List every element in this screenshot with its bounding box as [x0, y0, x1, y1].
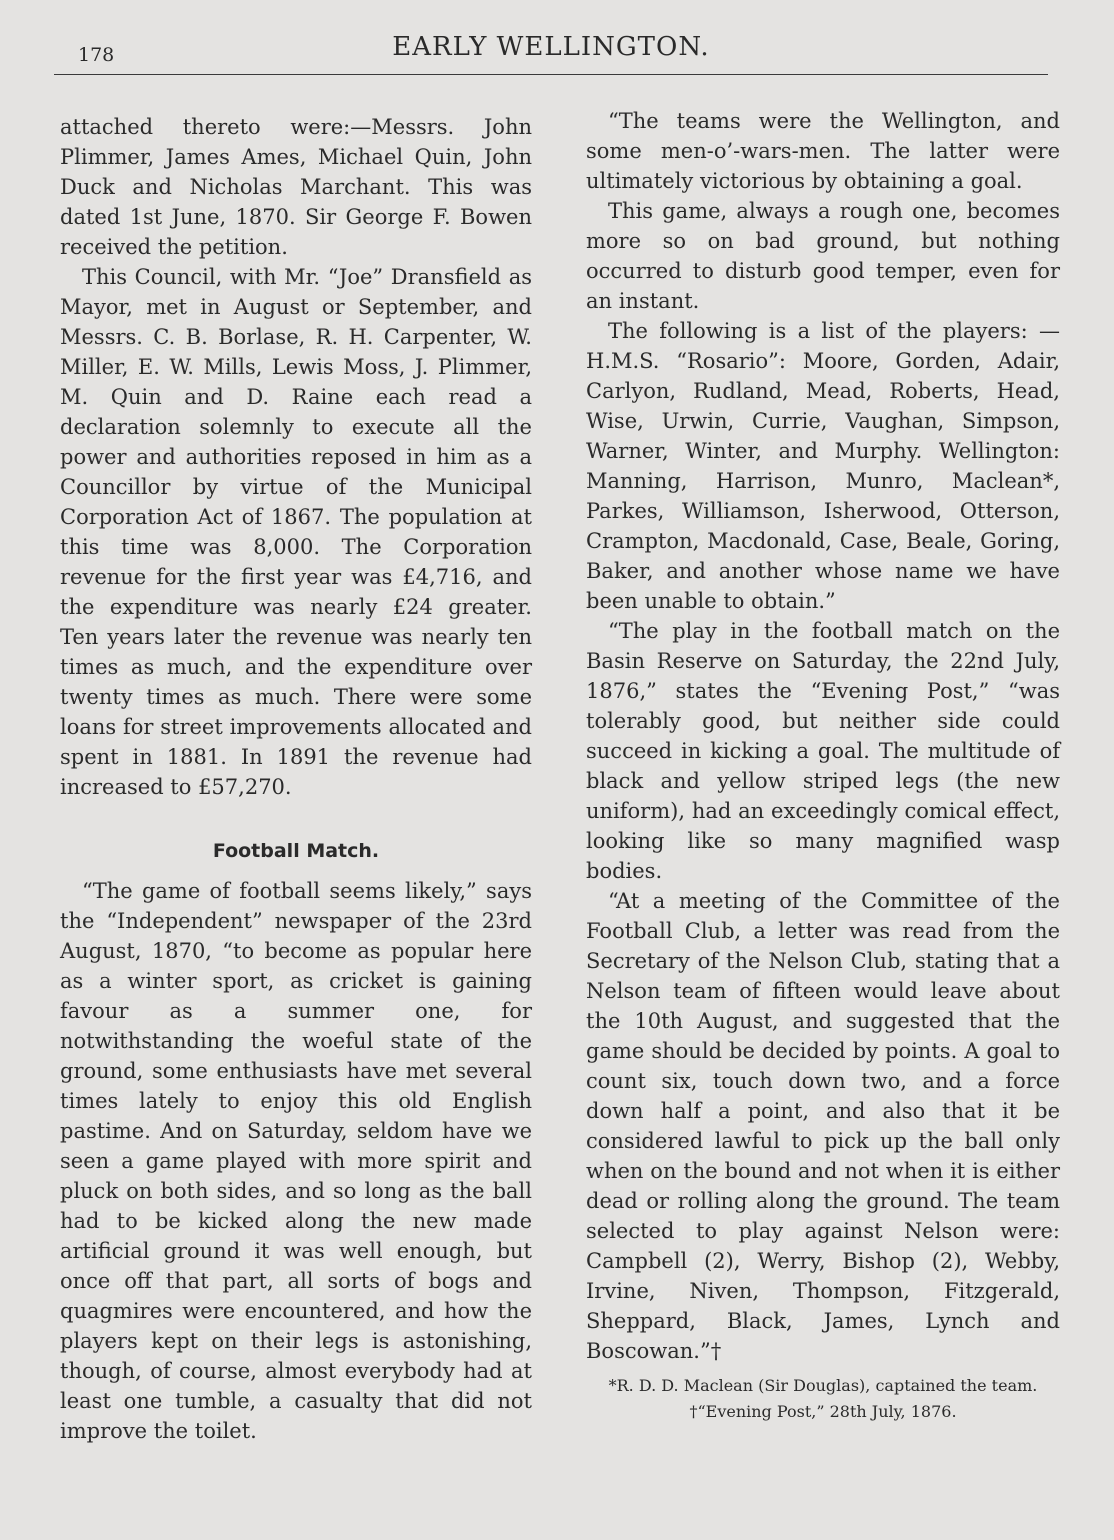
page-number: 178 [78, 44, 115, 66]
right-paragraph-3: The following is a list of the players: —H.M.S. “Rosario”: Moore, Gorden, Adair, Carlyon, Rudland, Mead, Roberts, Head, Wise, Urwin, Currie, Vaughan, Simpson, Warner, Winter, and Murphy. Wellington: Manning, Harrison, Munro, Maclean*, Parkes, Williamson, Isherwood, Otterson, Crampton, Macdonald, Case, Beale, Goring, Baker, and another whose name we have been unable to obtain.” [586, 319, 1060, 613]
left-paragraph-2: This Council, with Mr. “Joe” Dransfield as Mayor, met in August or September, and Messrs. C. B. Borlase, R. H. Carpenter, W. Miller, E. W. Mills, Lewis Moss, J. Plimmer, M. Quin and D. Raine each read a declaration solemnly to execute all the power and authorities reposed in him as a Councillor by virtue of the Municipal Corporation Act of 1867. The population at this time was 8,000. The Corporation revenue for the first year was £4,716, and the expenditure was nearly £24 greater. Ten years later the revenue was nearly ten times as much, and the expenditure over twenty times as much. There were some loans for street improvements allocated and spent in 1881. In 1891 the revenue had increased to £57,270. [60, 265, 532, 799]
page-header [54, 28, 1048, 75]
footnote-1: *R. D. D. Maclean (Sir Douglas), captained the team. [608, 1376, 1038, 1395]
right-paragraph-2: This game, always a rough one, becomes more so on bad ground, but nothing occurred to disturb good temper, even for an instant. [586, 199, 1060, 313]
right-paragraph-1: “The teams were the Wellington, and some men-o’-wars-men. The latter were ultimately victorious by obtaining a goal. [586, 109, 1060, 193]
left-paragraph-1: attached thereto were:—Messrs. John Plimmer, James Ames, Michael Quin, John Duck and Nicholas Marchant. This was dated 1st June, 1870. Sir George F. Bowen received the petition. [60, 115, 532, 259]
right-paragraph-4: “The play in the football match on the Basin Reserve on Saturday, the 22nd July, 1876,” states the “Evening Post,” “was tolerably good, but neither side could succeed in kicking a goal. The multitude of black and yellow striped legs (the new uniform), had an exceedingly comical effect, looking like so many magnified wasp bodies. [586, 619, 1060, 883]
section-heading: Football Match. [212, 840, 380, 862]
right-column [586, 106, 1060, 1428]
left-column [60, 112, 532, 1446]
footnote-2: †“Evening Post,” 28th July, 1876. [689, 1402, 957, 1421]
left-paragraph-3: “The game of football seems likely,” says the “Independent” newspaper of the 23rd August, 1870, “to become as popular here as a winter sport, as cricket is gaining favour as a summer one, for notwithstanding the woeful state of the ground, some enthusiasts have met several times lately to enjoy this old English pastime. And on Saturday, seldom have we seen a game played with more spirit and pluck on both sides, and so long as the ball had to be kicked along the new made artificial ground it was well enough, but once off that part, all sorts of bogs and quagmires were encountered, and how the players kept on their legs is astonishing, though, of course, almost everybody had at least one tumble, a casualty that did not improve the toilet. [60, 879, 532, 1443]
right-paragraph-5: “At a meeting of the Committee of the Football Club, a letter was read from the Secretary of the Nelson Club, stating that a Nelson team of fifteen would leave about the 10th August, and suggested that the game should be decided by points. A goal to count six, touch down two, and a force down half a point, and also that it be considered lawful to pick up the ball only when on the bound and not when it is either dead or rolling along the ground. The team selected to play against Nelson were: Campbell (2), Werry, Bishop (2), Webby, Irvine, Niven, Thompson, Fitzgerald, Sheppard, Black, James, Lynch and Boscowan.”† [586, 889, 1060, 1363]
footnotes [586, 1376, 1060, 1422]
running-head: EARLY WELLINGTON. [392, 32, 710, 62]
